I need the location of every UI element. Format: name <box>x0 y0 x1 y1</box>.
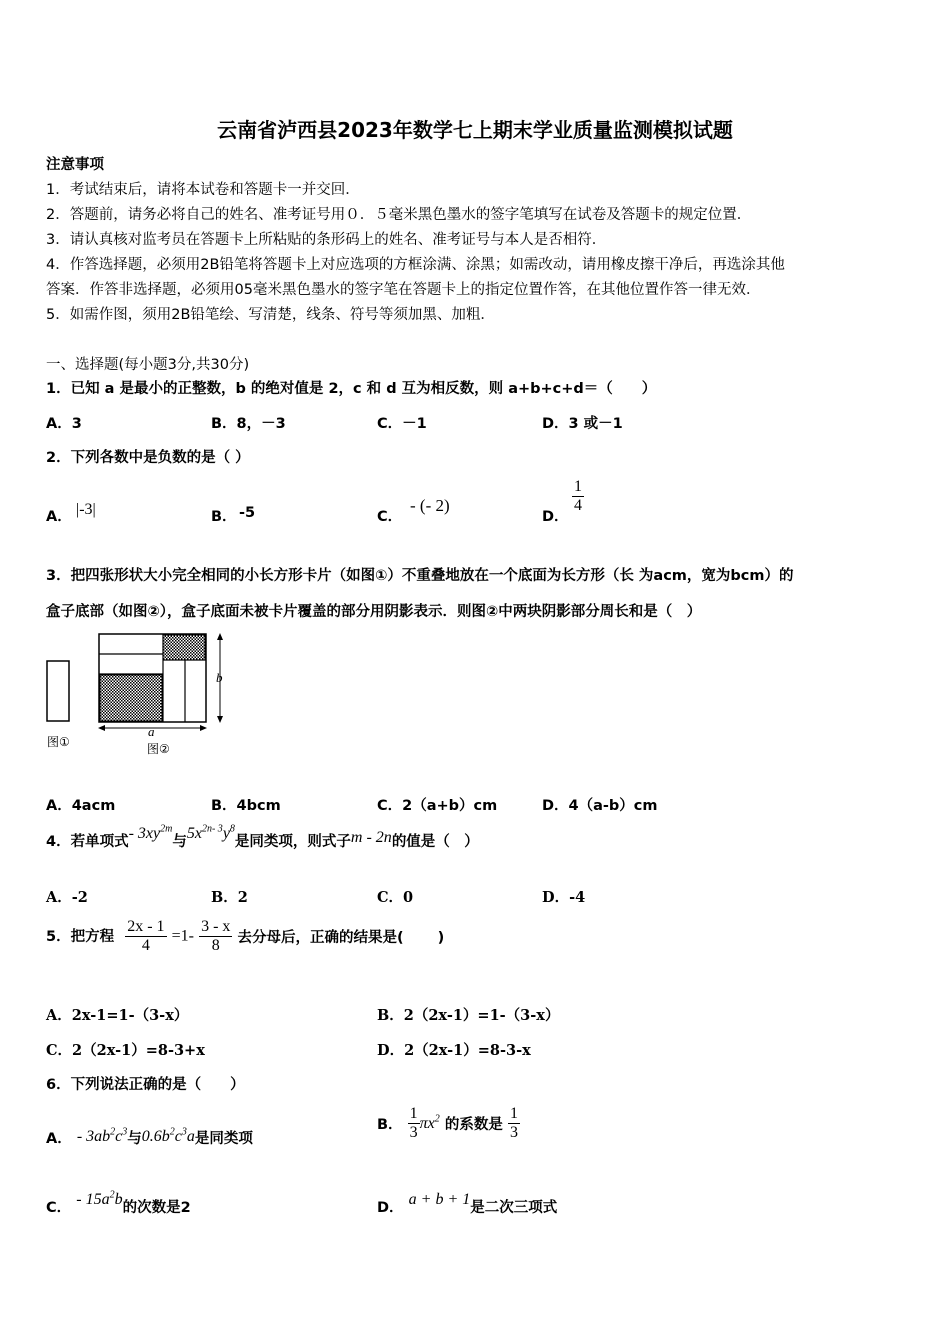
q6-b-frac-num: 1 <box>409 1105 418 1122</box>
q4-stem <box>46 823 479 851</box>
q3-stem-line1: 3．把四张形状大小完全相同的小长方形卡片（如图①）不重叠地放在一个底面为长方形（长 为acm，宽为bcm）的 <box>46 568 794 584</box>
q6-label-a: A． <box>46 1131 72 1147</box>
q6-b-exp: 2 <box>434 1113 440 1125</box>
q6-a-mid: 与 <box>127 1131 142 1147</box>
q4-mid2: 是同类项，则式子 <box>234 834 351 850</box>
q5-option-c: C．2（2x-1）=8-3+x <box>46 1042 205 1059</box>
q2-label-c: C． <box>377 509 403 525</box>
q1-option-d: D．3 或－1 <box>542 416 623 432</box>
q6-d-tail: 是二次三项式 <box>470 1200 558 1216</box>
fraction-denominator: 4 <box>574 497 582 514</box>
q5-option-d: D．2（2x-1）=8-3-x <box>377 1042 531 1059</box>
q6-option-c <box>46 1189 191 1217</box>
q1-stem: 1．已知 a 是最小的正整数，b 的绝对值是 2，c 和 d 互为相反数，则 a+b+c+d＝（ ） <box>46 381 657 397</box>
notice-item: 2．答题前，请务必将自己的姓名、准考证号用０．５毫米黑色墨水的签字笔填写在试卷及答题卡的规定位置． <box>46 207 752 223</box>
q6-b-frac2-den: 3 <box>509 1124 518 1141</box>
q6-a-term2: 0.6b <box>141 1128 170 1145</box>
q3-option-a: A．4acm <box>46 798 116 814</box>
q6-label-d: D． <box>377 1200 404 1216</box>
q3-option-b: B．4bcm <box>211 798 281 814</box>
q3-stem-line2: 盒子底部（如图②），盒子底面未被卡片覆盖的部分用阴影表示．则图②中两块阴影部分周长和是（ ） <box>46 604 702 620</box>
q5-frac2-den: 8 <box>199 936 232 955</box>
q6-c-exp: 2 <box>109 1189 115 1201</box>
q6-c-b: b <box>114 1191 123 1208</box>
q5-frac1-num: 2x - 1 <box>127 918 165 935</box>
q6-a-term1: - 3ab <box>76 1128 111 1145</box>
q2-option-a: |-3| <box>76 501 96 518</box>
page-title: 云南省泸西县2023年数学七上期末学业质量监测模拟试题 <box>217 118 733 142</box>
q2-option-c: - (- 2) <box>410 496 450 515</box>
fig1-label: 图① <box>47 735 70 749</box>
q6-d-expr: a + b + 1 <box>408 1191 471 1208</box>
q4-suffix: 的值是（ ） <box>391 834 479 850</box>
notice-item: 答案．作答非选择题，必须用05毫米黑色墨水的签字笔在答题卡上的指定位置作答，在其他位置作答一律无效． <box>46 282 761 298</box>
q5-frac1-den: 4 <box>125 936 166 955</box>
q5-mid: =1- <box>171 927 194 945</box>
q1-option-a: A．3 <box>46 416 82 432</box>
q6-a-c2: c <box>174 1128 182 1145</box>
notice-item: 5．如需作图，须用2B铅笔绘、写清楚，线条、符号等须加黑、加粗． <box>46 307 495 323</box>
q4-option-b: B．2 <box>211 889 248 906</box>
q6-a-exp3: 2 <box>169 1126 175 1138</box>
q5-option-a: A．2x-1=1-（3-x） <box>46 1007 189 1024</box>
q1-option-c: C．－1 <box>377 416 427 432</box>
q6-b-pi: πx <box>419 1115 435 1133</box>
q4-term2-x: 5x <box>186 825 202 842</box>
notice-item: 1．考试结束后，请将本试卷和答题卡一并交回． <box>46 182 360 198</box>
q2-label-a: A． <box>46 509 72 525</box>
q6-a-tail: 是同类项 <box>194 1131 253 1147</box>
q1-option-b: B．8，－3 <box>211 416 286 432</box>
q4-term2-y: y <box>222 825 230 842</box>
fig1-card <box>47 661 69 721</box>
fig2-shade-bottom <box>100 675 162 721</box>
q6-a-a: a <box>186 1128 195 1145</box>
notice-item: 4．作答选择题，必须用2B铅笔将答题卡上对应选项的方框涂满、涂黑；如需改动，请用橡皮擦干净后，再选涂其他 <box>46 257 785 273</box>
q6-b-frac2-num: 1 <box>509 1105 518 1122</box>
q4-mid: 与 <box>172 834 187 850</box>
q2-label-d: D． <box>542 509 569 525</box>
q6-a-exp2: 3 <box>122 1126 128 1138</box>
q6-label-c: C． <box>46 1200 72 1216</box>
q6-c-term: - 15a <box>76 1191 110 1208</box>
q5-stem <box>46 918 444 955</box>
notice-item: 3．请认真核对监考员在答题卡上所粘贴的条形码上的姓名、准考证号与本人是否相符． <box>46 232 607 248</box>
q5-frac2-num: 3 - x <box>201 918 231 935</box>
q4-term2-exp1: 2n- 3 <box>201 823 223 835</box>
q6-label-b: B． <box>377 1117 403 1133</box>
fig2-label: 图② <box>147 742 170 756</box>
q3-figure <box>40 628 240 763</box>
fig2-shade-top <box>163 635 205 660</box>
q6-option-b <box>377 1105 520 1142</box>
q3-option-c: C．2（a+b）cm <box>377 798 498 814</box>
q2-option-d <box>572 478 584 515</box>
q6-option-a <box>46 1127 253 1148</box>
q6-a-exp1: 2 <box>110 1126 116 1138</box>
q6-option-d <box>377 1191 558 1217</box>
label-b: b <box>216 670 223 685</box>
q6-b-mid: 的系数是 <box>444 1117 503 1133</box>
q2-option-b-label: B． <box>211 509 237 525</box>
section-heading: 一、选择题(每小题3分,共30分) <box>46 357 250 373</box>
label-a: a <box>148 724 155 739</box>
q4-prefix: 4．若单项式 <box>46 834 129 850</box>
fraction-numerator: 1 <box>574 478 582 495</box>
q6-stem: 6．下列说法正确的是（ ） <box>46 1077 245 1093</box>
q4-option-a: A．-2 <box>46 889 88 906</box>
q5-suffix: 去分母后，正确的结果是( ) <box>237 930 445 946</box>
q6-a-exp4: 3 <box>181 1126 187 1138</box>
q6-c-tail: 的次数是2 <box>122 1200 191 1216</box>
q3-option-d: D．4（a-b）cm <box>542 798 658 814</box>
q4-option-d: D．-4 <box>542 889 586 906</box>
q6-b-frac-den: 3 <box>409 1124 418 1141</box>
q6-a-c: c <box>115 1128 123 1145</box>
q2-option-b: -5 <box>239 505 256 521</box>
q5-prefix: 5．把方程 <box>46 929 115 945</box>
q4-term2-exp2: 8 <box>229 823 235 835</box>
q2-stem: 2．下列各数中是负数的是（ ） <box>46 450 250 466</box>
q4-term1: - 3xy <box>128 825 161 842</box>
q5-option-b: B．2（2x-1）=1-（3-x） <box>377 1007 560 1024</box>
notice-heading: 注意事项 <box>46 157 104 173</box>
q4-option-c: C．0 <box>377 889 414 906</box>
q4-term1-exp: 2m <box>160 823 173 835</box>
q4-expr: m - 2n <box>350 829 392 846</box>
